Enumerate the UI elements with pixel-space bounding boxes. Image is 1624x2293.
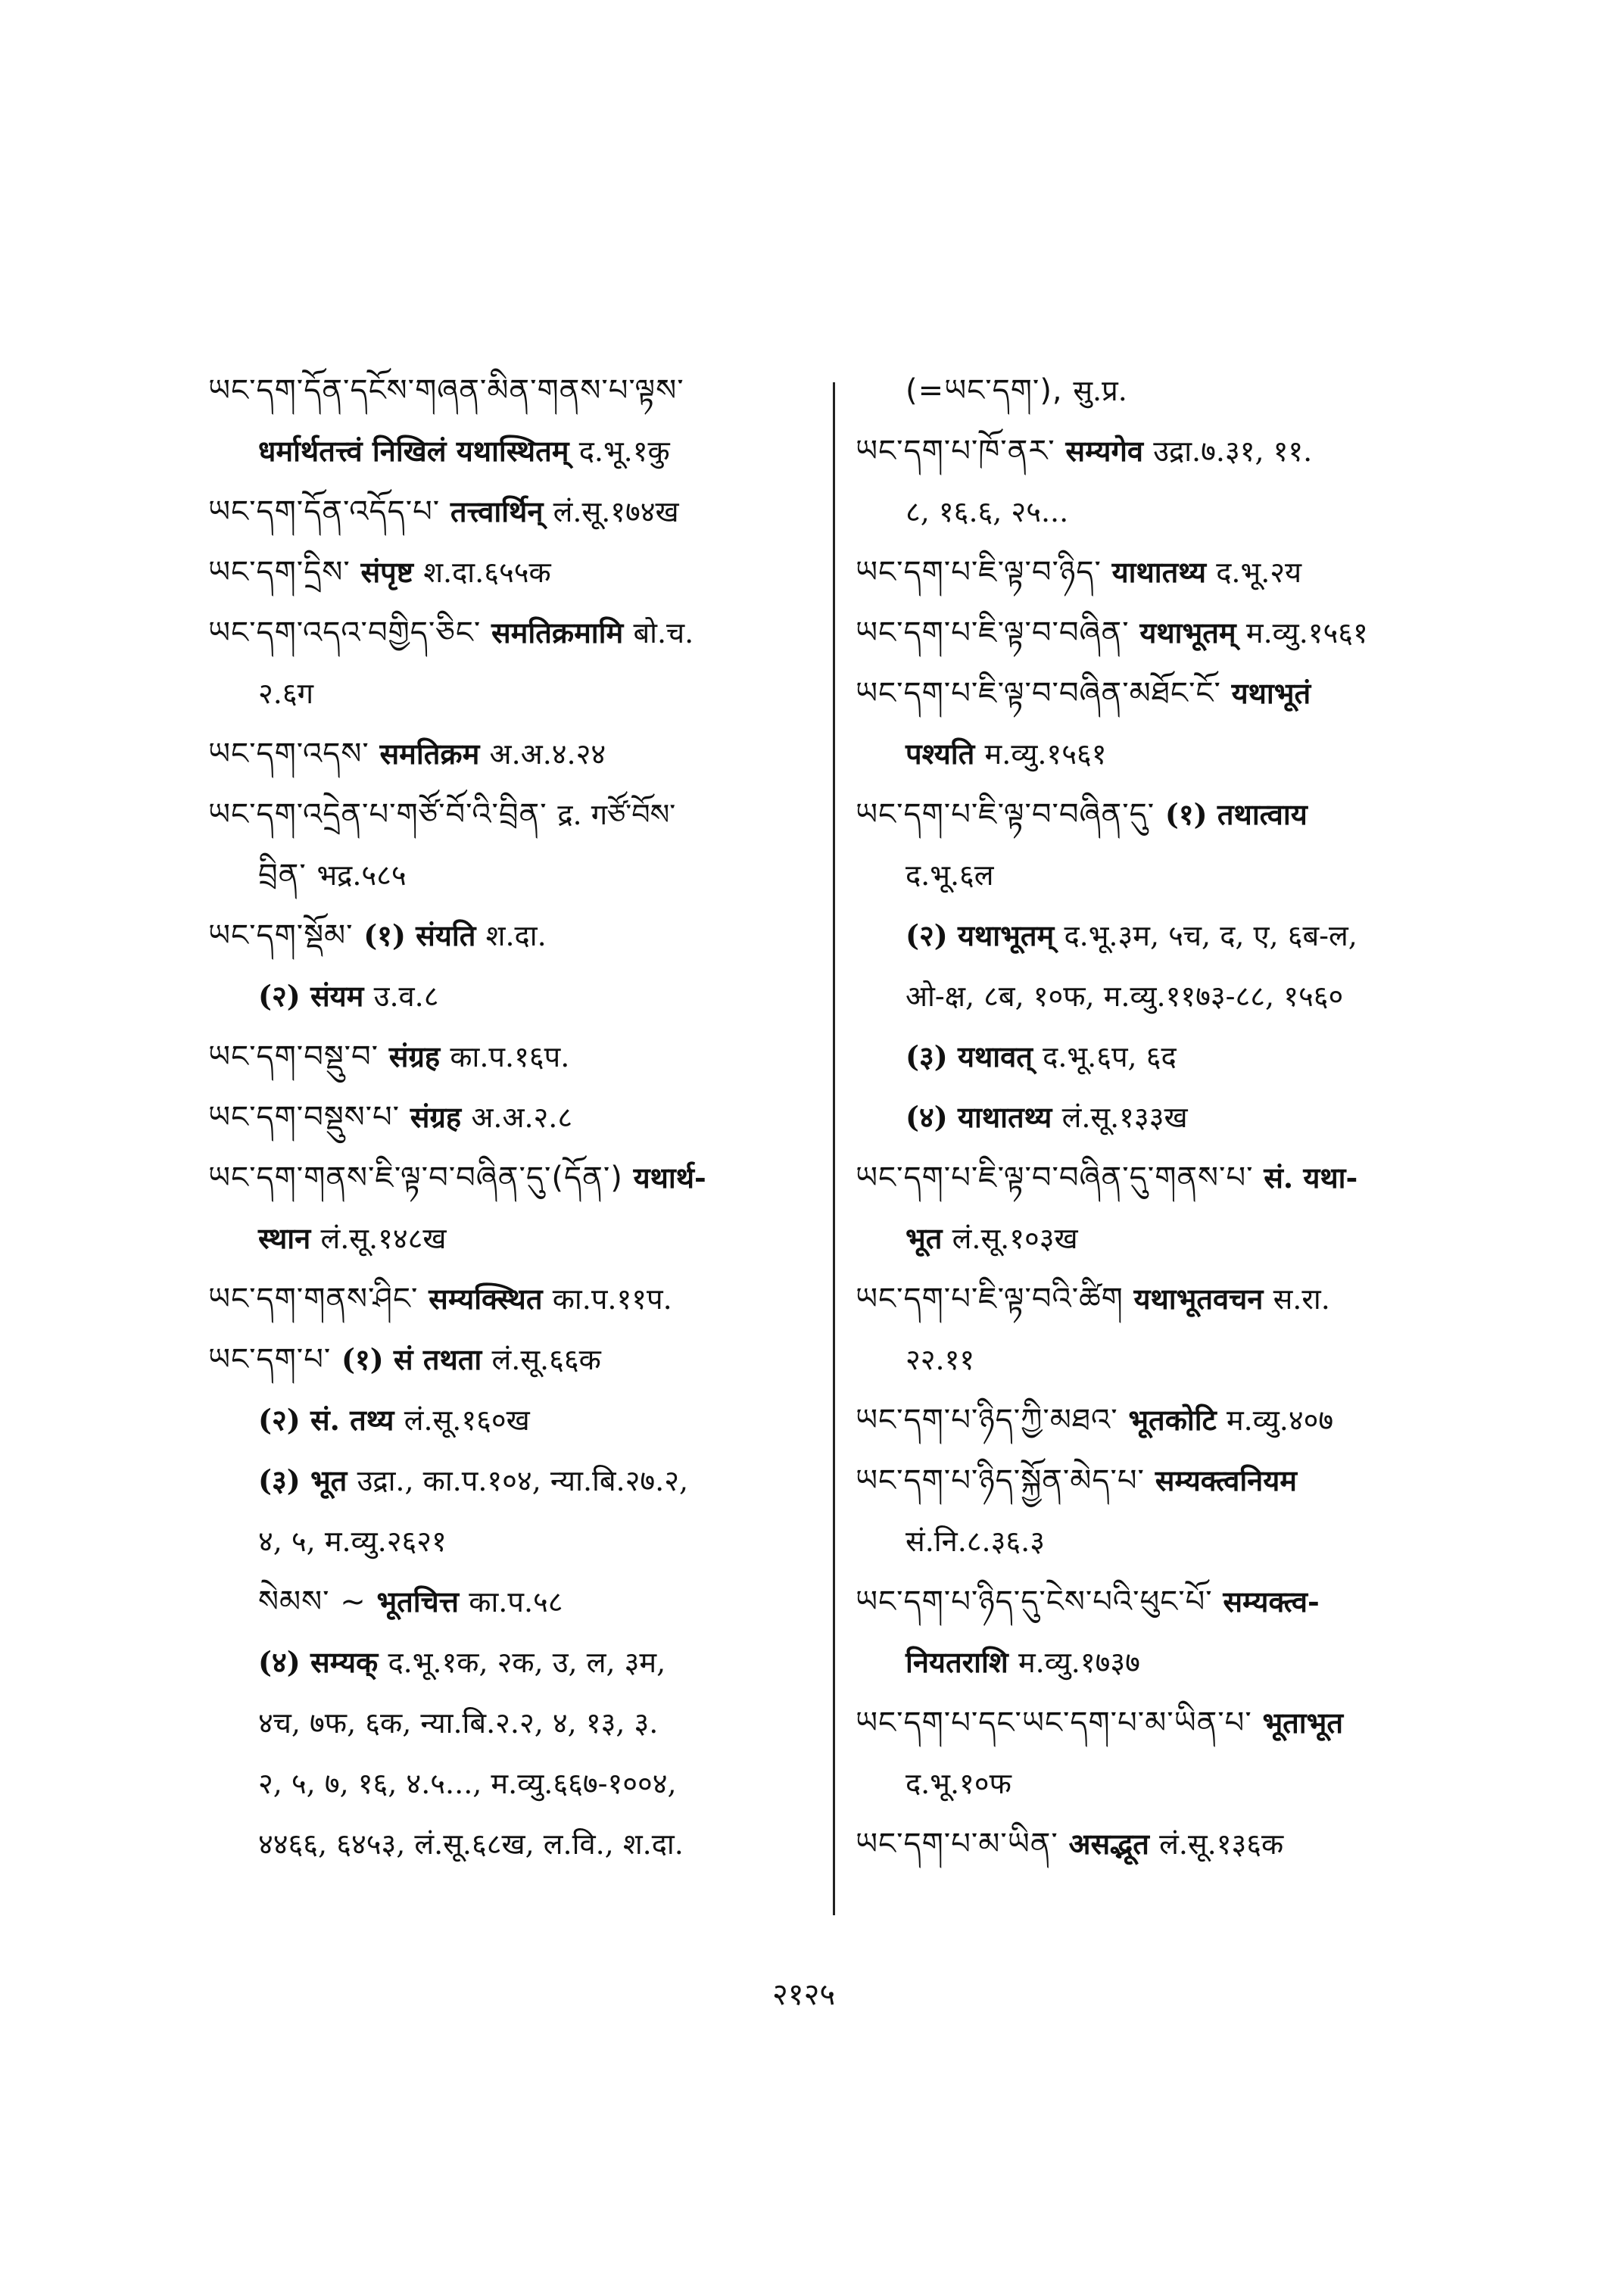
tibetan-headword: (=ཡང་དག་),: [906, 373, 1074, 408]
tibetan-headword: ཡང་དག་པ་ཇི་ལྟ་བ་བཞིན་: [856, 615, 1140, 650]
tibetan-headword: ཡང་དག་པ་ཉིད་ཀྱི་མཐའ་: [856, 1403, 1129, 1438]
sanskrit-equivalent: तत्त्वार्थिन्: [450, 494, 553, 528]
tibetan-headword: ཡང་དག་པ་དང་ཡང་དག་པ་མ་ཡིན་པ་: [856, 1706, 1263, 1740]
tibetan-headword: ཡང་དག་པ་ཇི་ལྟ་བ་བཞིན་དུ་གནས་པ་: [856, 1161, 1264, 1195]
entry-line: [208, 1581, 563, 1623]
sanskrit-equivalent: (२) संयम: [258, 979, 374, 1013]
source-reference: उद्रा.७.३१, ११.: [1153, 435, 1313, 468]
tibetan-headword: ཡང་དག་དོན་འདོད་པ་: [208, 494, 450, 529]
source-reference: लं.सू.१७४ख: [553, 495, 679, 528]
source-reference: २२.११: [906, 1343, 975, 1376]
source-reference: का.प.११प.: [552, 1282, 672, 1316]
tibetan-headword: ཡང་དག་འདྲེན་པ་གཙོ་བོ་འི་བྲིན་: [208, 797, 558, 832]
sanskrit-equivalent: सं. यथा-: [1264, 1161, 1358, 1195]
sanskrit-equivalent: स्थान: [258, 1221, 321, 1255]
sanskrit-equivalent: संग्रह: [388, 1039, 450, 1073]
entry-line: [208, 1096, 572, 1139]
entry-line: [856, 1217, 1078, 1260]
entry-line: [208, 369, 684, 412]
entry-line: [208, 1702, 658, 1744]
sanskrit-equivalent: सम्यगेव: [1065, 434, 1154, 468]
source-reference: द.भू.६प, ६द: [1043, 1040, 1177, 1073]
source-reference: स.रा.: [1273, 1282, 1330, 1316]
tibetan-headword: ཡང་དག་པ་ཉིད་དུ་ངེས་པའི་ཕུང་པོ་: [856, 1584, 1223, 1619]
source-reference: अ.अ.४.२४: [489, 737, 606, 771]
source-reference: श.दा.: [485, 919, 547, 952]
source-reference: द्र. गཙོ་བོས་: [557, 798, 676, 831]
entry-line: [856, 672, 1311, 715]
source-reference: म.व्यु.१५६१: [984, 737, 1107, 771]
entry-line: [856, 1157, 1357, 1199]
sanskrit-equivalent: भूताभूत: [1262, 1706, 1344, 1740]
sanskrit-equivalent: समतिक्रमामि: [491, 615, 634, 650]
tibetan-headword: ཡང་དག་བསྡུས་པ་: [208, 1100, 410, 1135]
entry-line: [856, 491, 1068, 533]
entry-line: [856, 1823, 1283, 1865]
sanskrit-equivalent: समतिक्रम: [379, 737, 490, 771]
tibetan-headword: ཡང་དག་དྲིས་: [208, 555, 361, 590]
tibetan-headword: ཡང་དག་སྡོམ་: [208, 918, 364, 953]
entry-line: [856, 1702, 1343, 1744]
tibetan-headword: བྲིན་: [258, 858, 317, 893]
source-reference: द.भू.१०फ: [906, 1767, 1011, 1800]
sanskrit-equivalent: सम्यक्त्व-: [1223, 1584, 1320, 1618]
entry-line: [856, 551, 1301, 594]
source-reference: लं.सू.१३६क: [1159, 1827, 1284, 1861]
source-reference: लं.सू.१०३ख: [952, 1222, 1078, 1255]
entry-line: [208, 1641, 665, 1684]
entry-line: [208, 1278, 672, 1320]
entry-line: [208, 733, 606, 775]
entry-line: [856, 1096, 1188, 1139]
sanskrit-equivalent: धर्मार्थतत्त्वं निखिलं यथास्थितम्: [258, 434, 579, 468]
entry-line: [208, 551, 551, 594]
source-reference: द.भू.२य: [1216, 556, 1302, 589]
sanskrit-equivalent: नियतराशि: [906, 1645, 1018, 1679]
source-reference: सं.नि.८.३६.३: [906, 1525, 1045, 1558]
tibetan-headword: ཡང་དག་དོན་དངོས་གཞན་མིན་གནས་པ་ལྟས་: [208, 373, 684, 408]
source-reference: उ.व.८: [373, 980, 439, 1013]
sanskrit-equivalent: (३) भूत: [258, 1463, 357, 1497]
source-reference: ओ-क्ष, ८ब, १०फ, म.व्यु.११७३-८८, १५६०: [906, 980, 1344, 1013]
sanskrit-equivalent: संग्रह: [410, 1100, 472, 1134]
entry-line: [856, 612, 1368, 654]
sanskrit-equivalent: (१) संयति: [363, 918, 486, 952]
entry-line: [856, 1036, 1177, 1078]
source-reference: द.भू.१कु: [578, 435, 670, 468]
source-reference: लं.सू.१३३ख: [1061, 1101, 1188, 1134]
source-reference: लं.सू.१६०ख: [404, 1404, 530, 1437]
entry-line: [856, 1581, 1320, 1623]
entry-line: [856, 975, 1343, 1017]
entry-line: [208, 793, 675, 836]
entry-line: [208, 1460, 688, 1502]
sanskrit-equivalent: भूत: [906, 1221, 952, 1255]
tibetan-headword: ཡང་དག་པ་ཇི་ལྟ་བ་བཞིན་དུ་: [856, 797, 1165, 832]
source-reference: सु.प्र.: [1073, 374, 1127, 407]
tibetan-headword: ཡང་དག་གནས་ཤིང་: [208, 1282, 429, 1316]
sanskrit-equivalent: पश्यति: [906, 737, 985, 771]
entry-line: [208, 1762, 677, 1805]
entry-line: [208, 612, 694, 654]
entry-line: [208, 491, 679, 533]
entry-line: [208, 975, 439, 1017]
source-reference: ८, १६.६, २५...: [906, 495, 1069, 528]
source-reference: म.व्यु.१५६१: [1245, 616, 1368, 650]
source-reference: अ.अ.२.८: [471, 1101, 573, 1134]
sanskrit-equivalent: (३) यथावत्: [906, 1039, 1043, 1073]
entry-line: [856, 1641, 1140, 1684]
sanskrit-equivalent: (१) सं तथता: [341, 1342, 492, 1376]
sanskrit-equivalent: सम्यक्त्वनियम: [1155, 1463, 1298, 1497]
sanskrit-equivalent: भूतचित्त: [376, 1584, 469, 1618]
source-reference: ४४६६, ६४५३, लं.सू.६८ख, ल.वि., श.दा.: [258, 1827, 684, 1861]
source-reference: बो.च.: [633, 616, 694, 650]
tibetan-headword: སེམས་ ~: [258, 1584, 377, 1619]
entry-line: [856, 733, 1106, 775]
source-reference: भद्र.५८५: [316, 858, 407, 892]
sanskrit-equivalent: सम्यक्स्थित: [429, 1282, 553, 1316]
entry-line: [856, 1520, 1045, 1562]
sanskrit-equivalent: यथार्थ-: [633, 1161, 706, 1195]
entry-line: [856, 369, 1127, 412]
source-reference: द.भू.६ल: [906, 858, 994, 892]
entry-line: [856, 793, 1308, 836]
source-reference: ४च, ७फ, ६क, न्या.बि.२.२, ४, १३, ३.: [258, 1706, 659, 1740]
sanskrit-equivalent: (४) याथातथ्य: [906, 1100, 1062, 1134]
source-reference: २.६ग: [258, 677, 313, 710]
tibetan-headword: ཡང་དག་པ་ཁོ་ནར་: [856, 434, 1066, 469]
entry-line: [208, 672, 313, 715]
sanskrit-equivalent: याथातथ्य: [1111, 555, 1217, 589]
entry-line: [208, 1217, 446, 1260]
source-reference: द.भू.१क, २क, उ, ल, ३म,: [388, 1646, 666, 1679]
entry-line: [856, 1460, 1297, 1502]
entry-line: [856, 1762, 1011, 1805]
tibetan-headword: ཡང་དག་པ་: [208, 1342, 341, 1377]
tibetan-headword: ཡང་དག་པ་མ་ཡིན་: [856, 1827, 1069, 1862]
sanskrit-equivalent: (२) यथाभूतम्: [906, 918, 1064, 952]
entry-line: [856, 430, 1312, 472]
source-reference: लं.सू.६६क: [491, 1343, 601, 1376]
tibetan-headword: ཡང་དག་པ་ཇི་ལྟ་བའི་ཚིག: [856, 1282, 1134, 1316]
source-reference: द.भू.३म, ५च, द, ए, ६ब-ल,: [1064, 919, 1357, 952]
tibetan-headword: ཡང་དག་པ་ཉིད་སྐྱོན་མེད་པ་: [856, 1463, 1155, 1498]
source-reference: २, ५, ७, १६, ४.५..., म.व्यु.६६७-१००४,: [258, 1767, 677, 1800]
sanskrit-equivalent: असद्भूत: [1068, 1827, 1160, 1861]
sanskrit-equivalent: यथाभूतवचन: [1133, 1282, 1273, 1316]
page-number: २१२५: [772, 1977, 836, 2012]
tibetan-headword: ཡང་དག་འདས་: [208, 737, 380, 771]
entry-line: [208, 914, 547, 957]
entry-line: [208, 1157, 706, 1199]
source-reference: लं.सू.१४८ख: [320, 1222, 447, 1255]
tibetan-headword: ཡང་དག་འདའ་བགྱིད་ཅིང་: [208, 615, 491, 650]
entry-line: [208, 1399, 530, 1441]
tibetan-headword: ཡང་དག་གནས་ཇི་ལྟ་བ་བཞིན་དུ་(དོན་): [208, 1161, 634, 1195]
entry-line: [856, 1338, 974, 1381]
entry-line: [208, 1338, 601, 1381]
entry-line: [856, 854, 994, 896]
entry-line: [208, 430, 670, 472]
entry-line: [856, 1399, 1333, 1441]
sanskrit-equivalent: यथाभूतम्: [1139, 615, 1246, 650]
source-reference: ४, ५, म.व्यु.२६२१: [258, 1525, 447, 1558]
column-divider: [833, 382, 835, 1915]
source-reference: श.दा.६५५क: [423, 556, 551, 589]
entry-line: [208, 1823, 684, 1865]
tibetan-headword: ཡང་དག་པ་ཇི་ལྟ་བ་བཞིན་མཐོང་ངོ་: [856, 676, 1232, 711]
sanskrit-equivalent: संपृष्ट: [360, 555, 424, 589]
entry-line: [856, 914, 1357, 957]
sanskrit-equivalent: (४) सम्यक्: [258, 1645, 388, 1679]
source-reference: का.प.५८: [469, 1585, 563, 1618]
source-reference: म.व्यु.१७३७: [1018, 1646, 1140, 1679]
sanskrit-equivalent: भूतकोटि: [1128, 1403, 1227, 1437]
source-reference: म.व्यु.४०७: [1226, 1404, 1334, 1437]
tibetan-headword: ཡང་དག་པ་ཇི་ལྟ་བ་ཉིད་: [856, 555, 1112, 590]
source-reference: का.प.१६प.: [450, 1040, 570, 1073]
sanskrit-equivalent: (१) तथात्वाय: [1164, 797, 1308, 831]
entry-line: [208, 1036, 569, 1078]
entry-line: [208, 1520, 447, 1562]
sanskrit-equivalent: (२) सं. तथ्य: [258, 1403, 404, 1437]
entry-line: [856, 1278, 1330, 1320]
source-reference: उद्रा., का.प.१०४, न्या.बि.२७.२,: [357, 1464, 689, 1497]
tibetan-headword: ཡང་དག་བསྡུ་བ་: [208, 1039, 389, 1074]
sanskrit-equivalent: यथाभूतं: [1231, 676, 1311, 710]
entry-line: [208, 854, 407, 896]
